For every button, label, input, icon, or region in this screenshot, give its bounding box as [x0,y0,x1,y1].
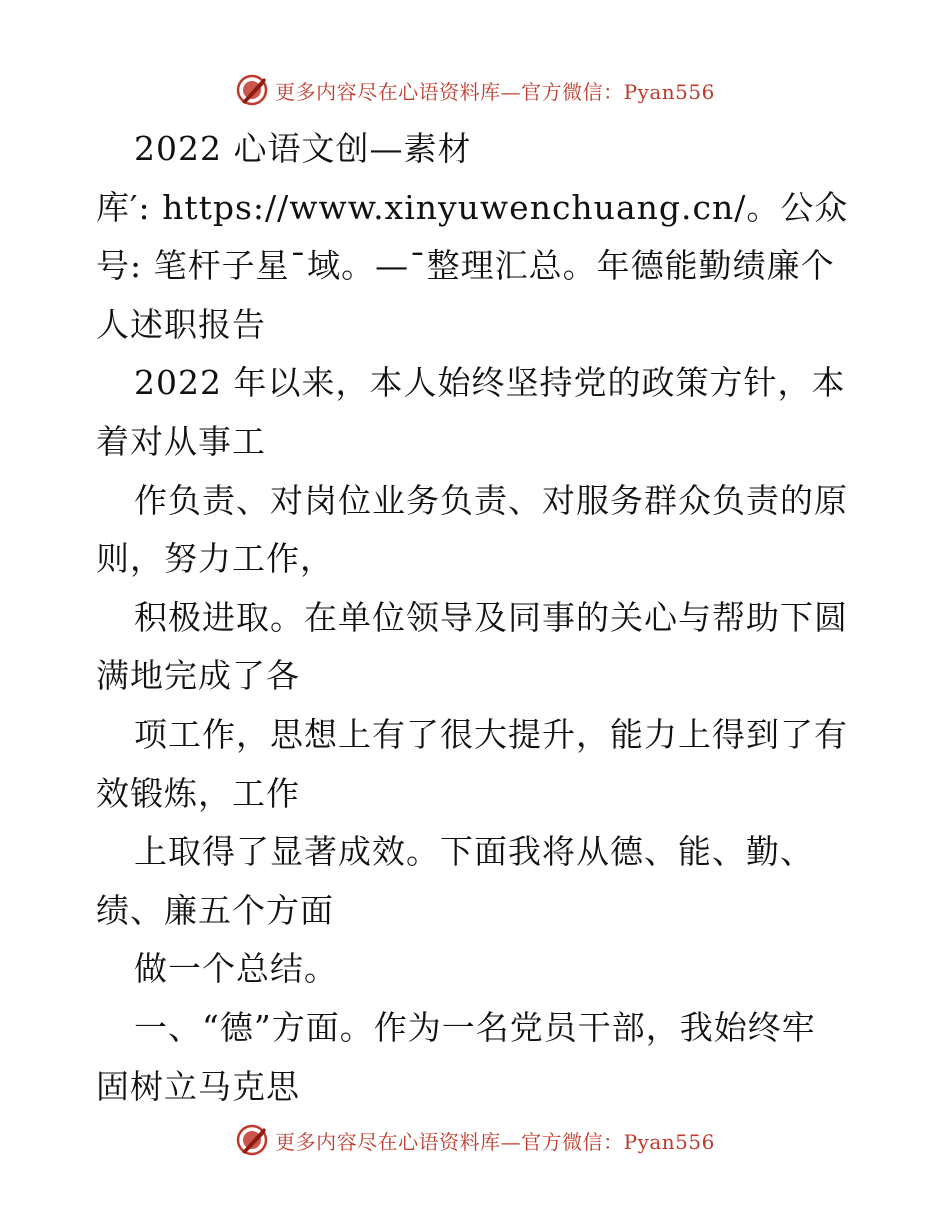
header-banner-text: 更多内容尽在心语资料库—官方微信：Pyan556 [275,79,715,104]
text-line: 则，努力工作， [96,539,334,579]
text-line: 固树立马克思 [96,1066,300,1106]
text-line: 做一个总结。 [134,949,338,989]
text-line: 2022 心语文创—素材 [134,129,472,168]
text-line: 绩、廉五个方面 [96,890,334,930]
text-line: 项工作，思想上有了很大提升，能力上得到了有 [134,714,848,754]
pen-circle-icon [235,1123,269,1157]
footer-banner [0,1120,950,1160]
text-line: 积极进取。在单位领导及同事的关心与帮助下圆 [134,597,848,637]
text-line: 着对从事工 [96,421,266,461]
text-line: 2022 年以来，本人始终坚持党的政策方针，本 [134,363,846,403]
header-banner-handle: Pyan556 [623,79,715,104]
text-line: 满地完成了各 [96,656,300,696]
footer-banner-text: 更多内容尽在心语资料库—官方微信：Pyan556 [275,1129,715,1154]
text-line: 号: 笔杆子星¯域。—¯整理汇总。年德能勤绩廉个 [96,246,835,286]
text-line: 上取得了显著成效。下面我将从德、能、勤、 [134,832,814,872]
text-line: 库′: https://www.xinyuwenchuang.cn/。公众 [96,187,849,227]
text-line: 一、“德”方面。作为一名党员干部，我始终牢 [134,1007,816,1047]
footer-banner-handle: Pyan556 [623,1129,715,1154]
text-line: 人述职报告 [96,304,266,344]
document-body [96,120,856,1116]
text-line: 效锻炼，工作 [96,773,300,813]
text-line: 作负责、对岗位业务负责、对服务群众负责的原 [134,480,848,520]
header-banner [0,70,950,110]
pen-circle-icon [235,73,269,107]
